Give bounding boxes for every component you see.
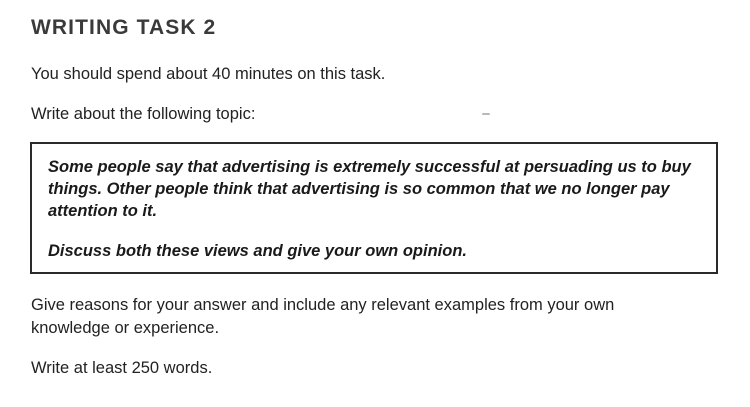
scan-speck: [482, 113, 490, 115]
time-instruction: You should spend about 40 minutes on this task.: [31, 65, 386, 83]
word-count-instruction: Write at least 250 words.: [31, 359, 213, 377]
prompt-box: [30, 142, 718, 274]
task-title: WRITING TASK 2: [31, 16, 217, 39]
prompt-question: Discuss both these views and give your own opinion.: [48, 242, 467, 260]
topic-intro: Write about the following topic:: [31, 105, 256, 123]
prompt-statement: Some people say that advertising is extremely successful at persuading us to buy things. Other people think that advertising is so common that we no longer pay attention to it.: [48, 158, 691, 220]
reasons-instruction: Give reasons for your answer and include any relevant examples from your own knowledge or experience.: [31, 296, 615, 337]
